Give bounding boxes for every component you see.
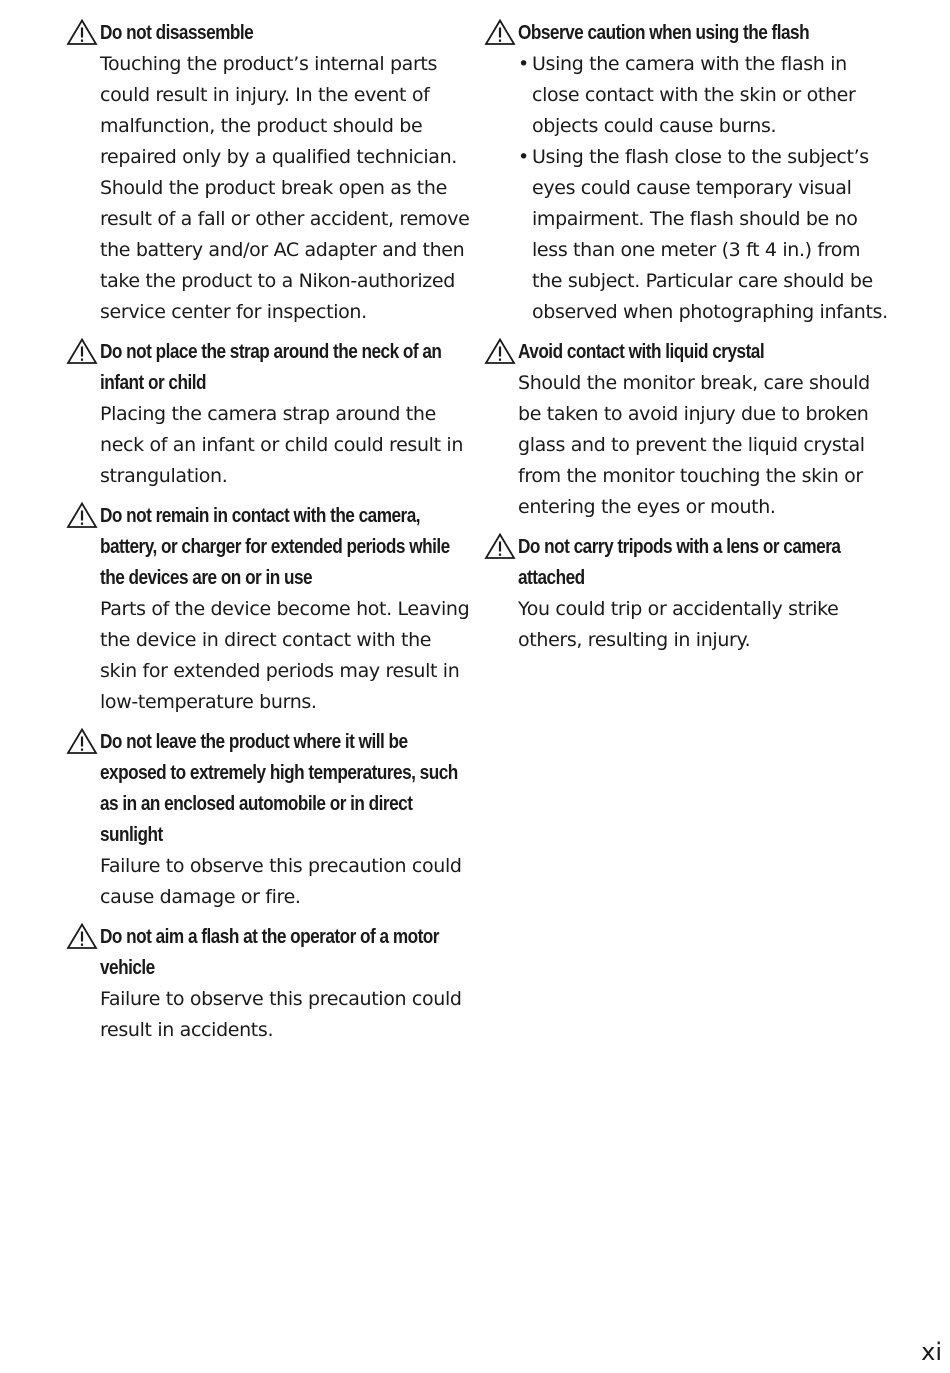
warning-title: Do not leave the product where it will be exposed to extremely high temperatures, such as in an enclosed automobile or in direct sunlight <box>100 731 458 846</box>
bullet-list <box>518 49 889 328</box>
warning-body: You could trip or accidentally strike others, resulting in injury. <box>518 598 839 651</box>
warning-title: Observe caution when using the flash <box>518 22 810 44</box>
warning-item <box>66 727 471 913</box>
warning-body: Parts of the device become hot. Leaving the device in direct contact with the skin for extended periods may result in low-temperature burns. <box>100 598 470 713</box>
bullet-glyph: • <box>518 146 529 168</box>
warning-body: Placing the camera strap around the neck of an infant or child could result in strangulation. <box>100 403 464 487</box>
warning-body: Failure to observe this precaution could cause damage or fire. <box>100 855 462 908</box>
warning-triangle-icon <box>66 727 98 755</box>
warning-triangle-icon <box>484 532 516 560</box>
warning-triangle-icon <box>66 922 98 950</box>
warning-item <box>66 337 471 492</box>
warning-title: Do not aim a flash at the operator of a motor vehicle <box>100 926 439 979</box>
list-item <box>518 49 889 142</box>
warning-item <box>484 337 889 523</box>
warning-item <box>66 501 471 718</box>
warning-body: Touching the product’s internal parts could result in injury. In the event of malfunction, the product should be repaired only by a qualified technician. Should the product break open as the result of a fall or other accident, remove the battery and/or AC adapter and then take the product to a Nikon-authorized service center for inspection. <box>100 53 470 323</box>
warning-triangle-icon <box>484 337 516 365</box>
warning-item <box>484 18 889 328</box>
left-column <box>66 18 471 1055</box>
warning-body: Should the monitor break, care should be taken to avoid injury due to broken glass and to prevent the liquid crystal from the monitor touching the skin or entering the eyes or mouth. <box>518 372 870 518</box>
warning-triangle-icon <box>66 18 98 46</box>
warning-body: Failure to observe this precaution could result in accidents. <box>100 988 462 1041</box>
bullet-text: Using the flash close to the subject’s eyes could cause temporary visual impairment. The flash should be no less than one meter (3 ft 4 in.) from the subject. Particular care should be observed when photographing infants. <box>532 146 888 323</box>
warning-triangle-icon <box>66 337 98 365</box>
warning-item <box>484 532 889 656</box>
bullet-glyph: • <box>518 53 529 75</box>
warning-triangle-icon <box>66 501 98 529</box>
warning-title: Do not remain in contact with the camera, battery, or charger for extended periods while the devices are on or in use <box>100 505 450 589</box>
warning-triangle-icon <box>484 18 516 46</box>
warning-title: Do not place the strap around the neck of an infant or child <box>100 341 442 394</box>
right-column <box>484 18 889 665</box>
warning-title: Avoid contact with liquid crystal <box>518 341 765 363</box>
page-number: xi <box>921 1338 942 1366</box>
warning-title: Do not carry tripods with a lens or camera attached <box>518 536 841 589</box>
warning-item <box>66 922 471 1046</box>
list-item <box>518 142 889 328</box>
warning-item <box>66 18 471 328</box>
warning-title: Do not disassemble <box>100 22 254 44</box>
bullet-text: Using the camera with the flash in close contact with the skin or other objects could cause burns. <box>532 53 856 137</box>
